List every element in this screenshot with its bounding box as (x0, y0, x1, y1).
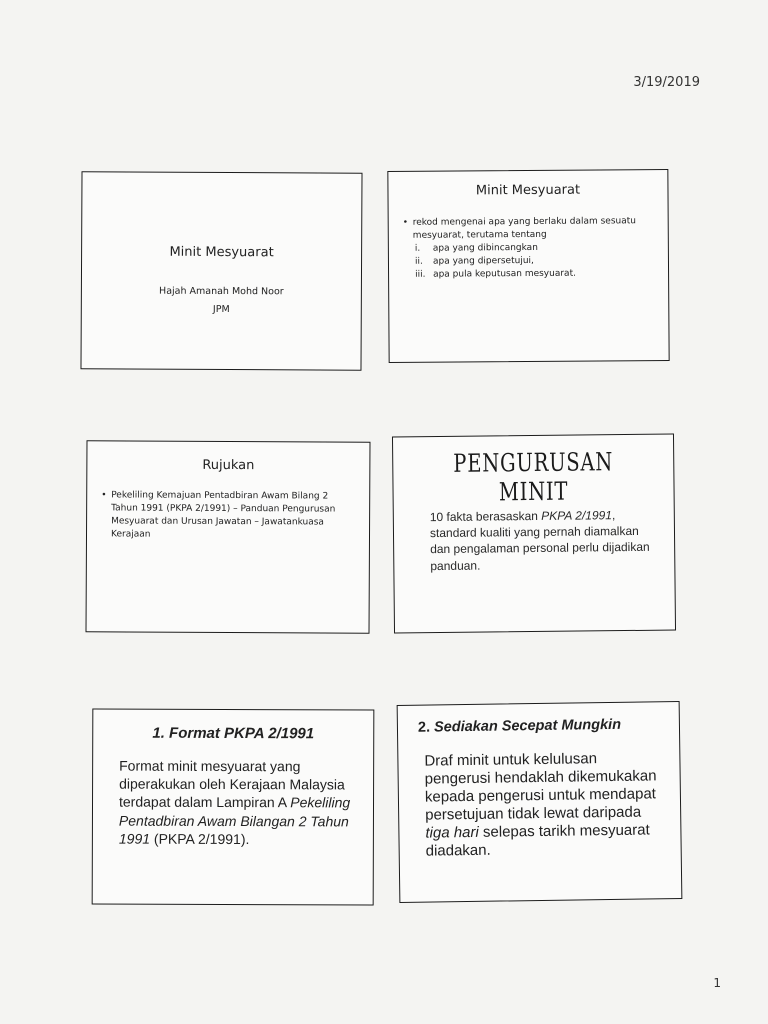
slide-format (92, 709, 375, 906)
slide-reference (85, 440, 370, 633)
slide-author: Hajah Amanah Mohd Noor (159, 285, 284, 298)
body-text: , standard kualiti yang pernah diamalkan dan pengalaman personal perlu dijadikan panduan. (429, 508, 650, 573)
slide-definition (387, 169, 669, 363)
list-item (415, 267, 658, 282)
body-text: Format minit mesyuarat yang diperakukan oleh Kerajaan Malaysia terdapat dalam Lampiran A (118, 757, 345, 811)
slide-title-heading: Minit Mesyuarat (169, 244, 274, 261)
slide-format-body (119, 757, 359, 849)
bullet-item (101, 489, 353, 543)
slide-title (80, 171, 362, 370)
reference-text: Pekeliling Kemajuan Pentadbiran Awam Bilang 2 Tahun 1991 (PKPA 2/1991) – Panduan Pengurusan Mesyuarat dan Urusan Jawatan – Jawatankuasa Kerajaan (110, 490, 336, 540)
slide-management-heading: PENGURUSAN MINIT (453, 447, 614, 507)
bullet-marker: • (402, 217, 409, 228)
slide-format-heading: 1. Format PKPA 2/1991 (152, 724, 315, 743)
list-number: i. (414, 243, 421, 254)
body-text: (PKPA 2/1991). (150, 830, 250, 847)
body-text: 10 fakta berasaskan (429, 508, 542, 525)
slide-management (392, 434, 676, 634)
slide-prepare-body (424, 749, 666, 860)
slide-prepare (397, 701, 683, 903)
body-emphasis: Pekeliling Pentadbiran Awam Bilangan 2 Tahun 1991 (118, 794, 351, 847)
page-number: 1 (713, 976, 721, 990)
bullet-text: rekod mengenai apa yang berlaku dalam sesuatu mesyuarat, terutama tentang (412, 216, 637, 241)
list-text: apa pula keputusan mesyuarat. (433, 268, 576, 280)
body-text: selepas tarikh mesyuarat diadakan. (425, 821, 650, 860)
slide-organization: JPM (212, 303, 230, 316)
heading-text: Sediakan Secepat Mungkin (433, 716, 622, 736)
body-emphasis: tiga hari (425, 823, 479, 842)
list-number: iii. (415, 269, 426, 280)
bullet-item (403, 215, 658, 243)
body-emphasis: PKPA 2/1991 (541, 508, 613, 523)
bullet-marker: • (101, 490, 107, 501)
slide-prepare-heading (418, 716, 671, 736)
slide-management-body (430, 507, 659, 574)
slide-definition-heading: Minit Mesyuarat (475, 182, 581, 199)
body-text: Draf minit untuk kelulusan pengerusi hendaklah dikemukakan kepada pengerusi untuk mendapat persetujuan tidak lewat daripada (424, 750, 657, 824)
list-text: apa yang dipersetujui, (432, 256, 534, 267)
heading-number: 2. (417, 719, 435, 736)
list-text: apa yang dibincangkan (432, 243, 538, 254)
print-date: 3/19/2019 (633, 75, 700, 90)
list-number: ii. (414, 256, 423, 267)
slide-reference-heading: Rujukan (202, 457, 255, 474)
roman-list (403, 241, 658, 282)
slide-definition-body (403, 215, 658, 282)
